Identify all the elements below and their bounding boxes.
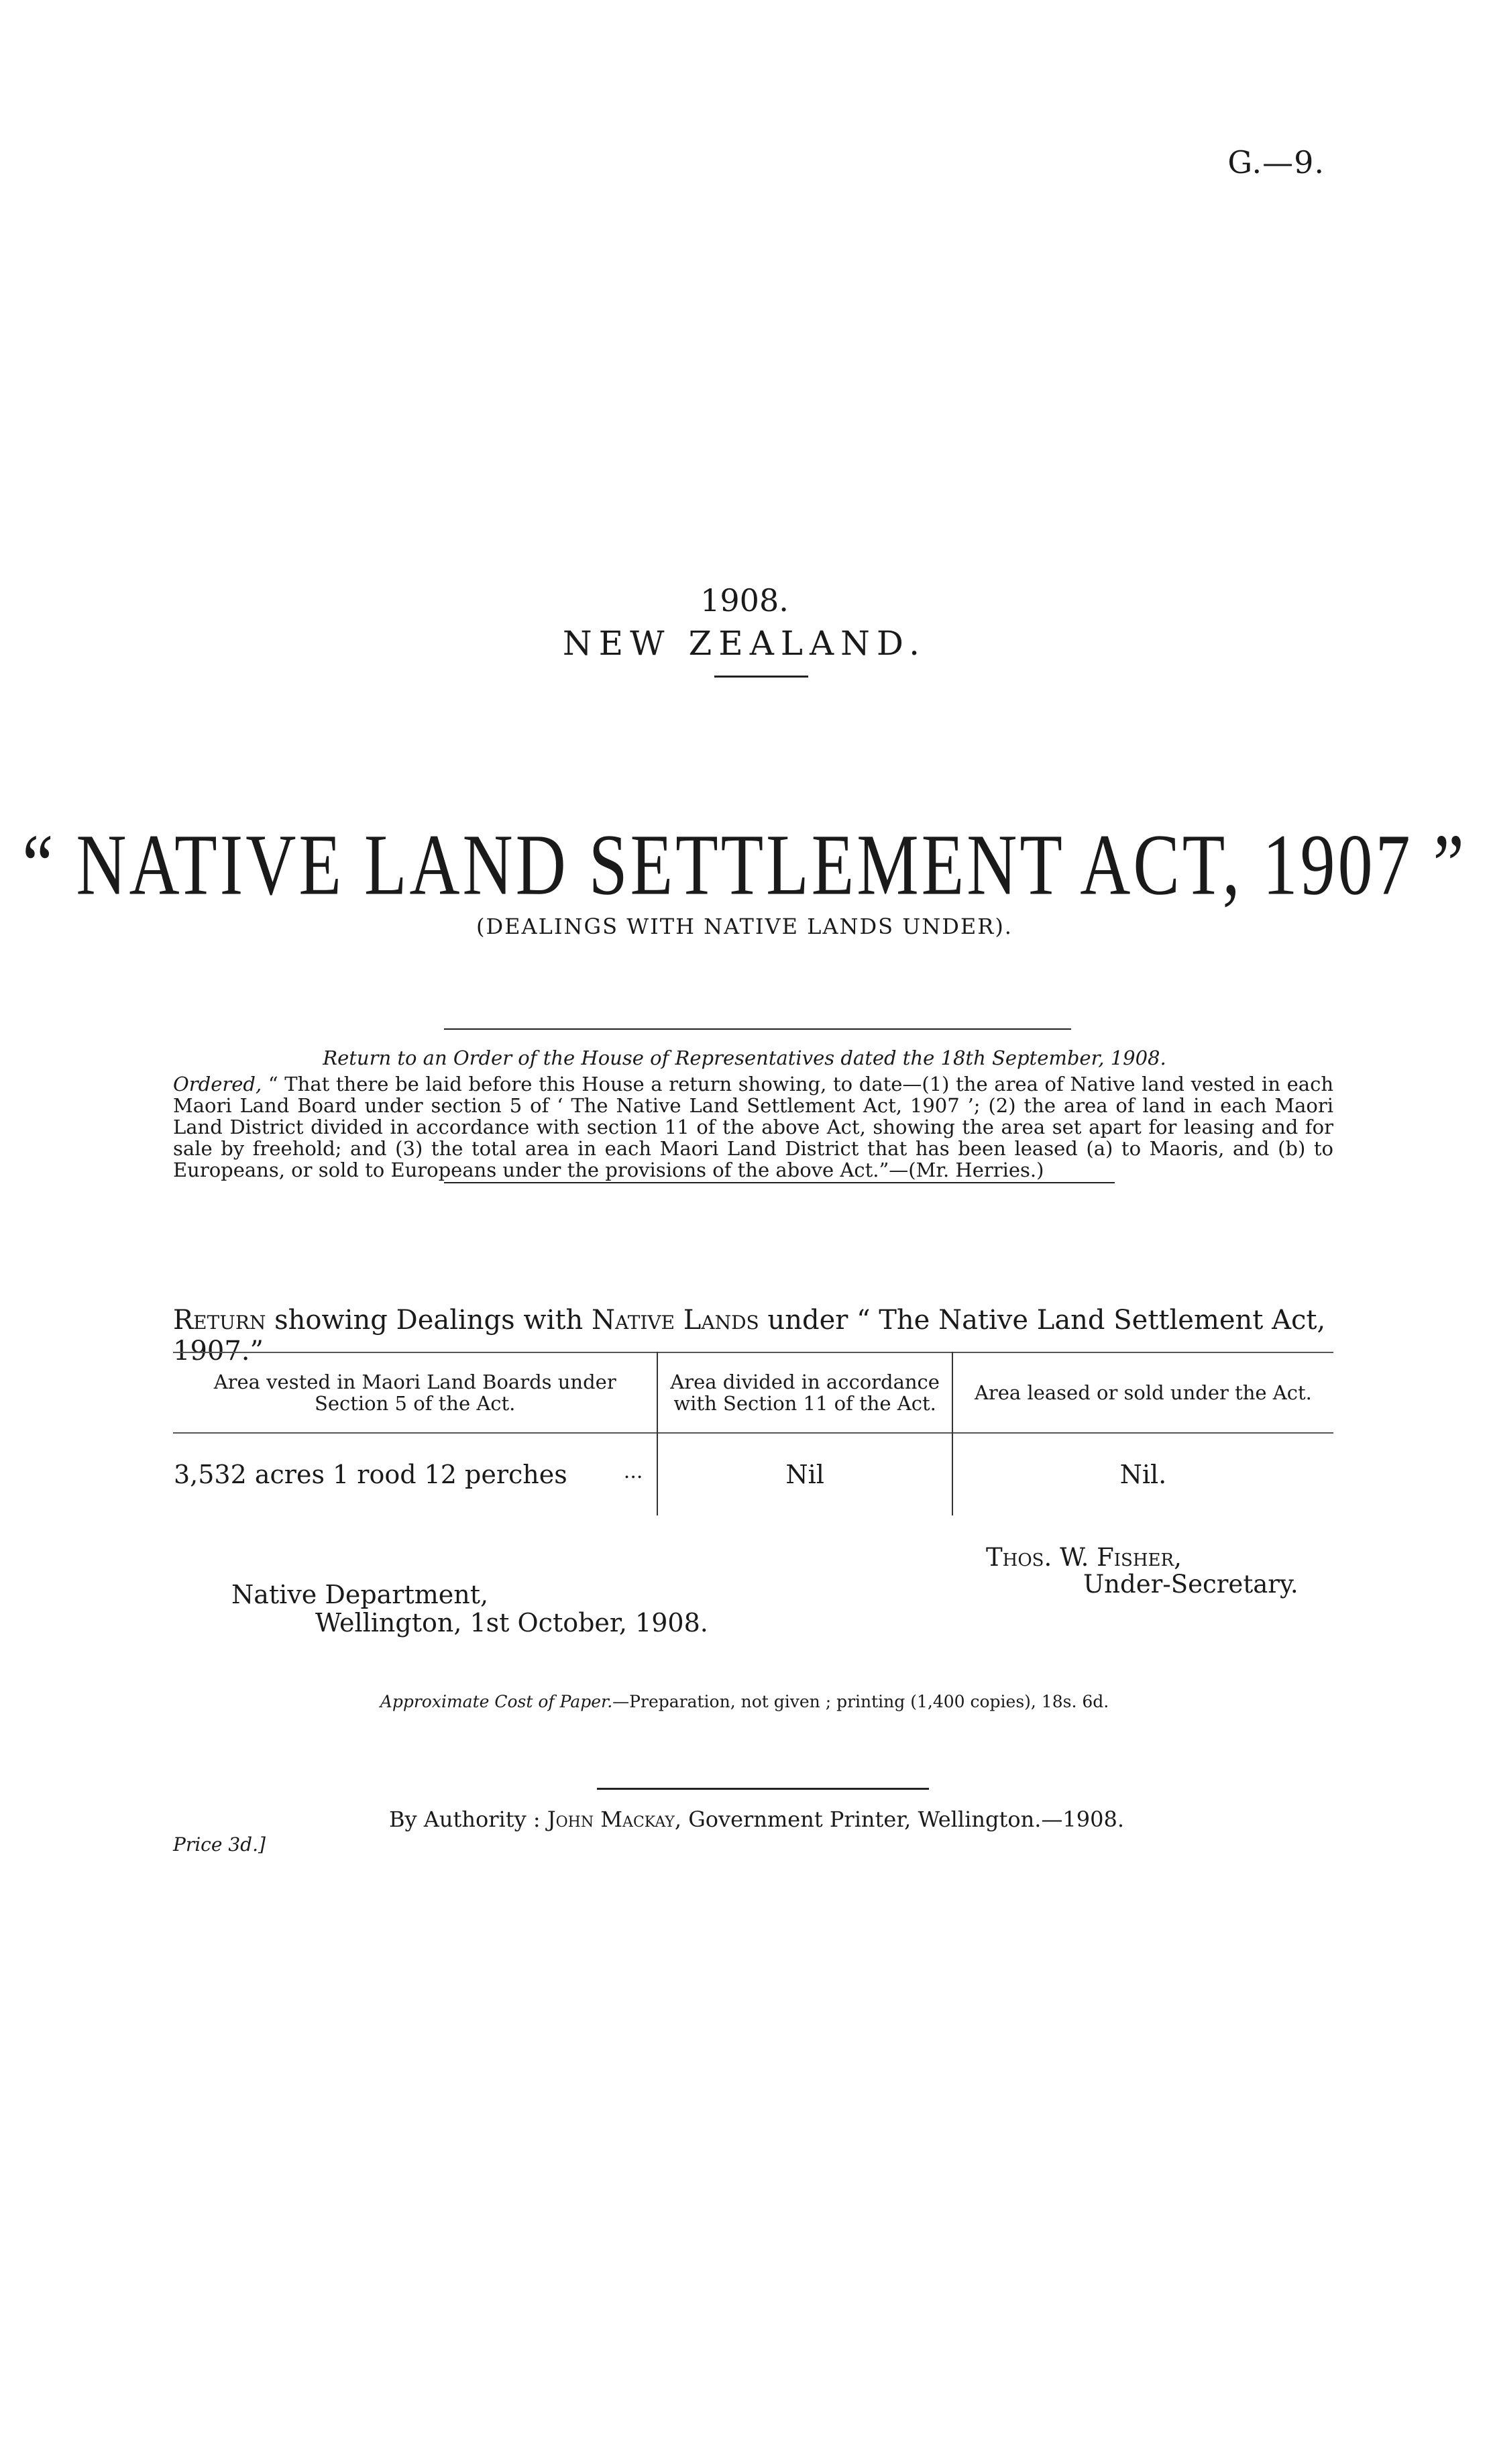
cell-leader-dots: ... bbox=[623, 1460, 643, 1483]
table-title-native-lands: Native Lands bbox=[592, 1305, 759, 1336]
document-year: 1908. bbox=[700, 582, 789, 619]
heading-rule bbox=[714, 676, 808, 678]
cell-area-vested bbox=[173, 1433, 657, 1515]
price-note: Price 3d.] bbox=[173, 1833, 266, 1856]
signer-title: Under-Secretary. bbox=[1083, 1570, 1299, 1599]
act-subtitle: (DEALINGS WITH NATIVE LANDS UNDER). bbox=[476, 914, 1013, 939]
printer-line bbox=[389, 1807, 1124, 1832]
ordered-text: “ That there be laid before this House a return showing, to date—(1) the area of Native land vested in each Maori Land Board under section 5 of ‘ The Native Land Settlement Act, 1907 ’; (2) the area of land in each Maori Land District divided in accordance with section 11 of the above Act, showing the area set apart for leasing and for sale by freehold; and (3) the total area in each Maori Land District that has been leased (a) to Maoris, and (b) to Europeans, or sold to Europeans under the provisions of the above Act.”—(Mr. Herries.) bbox=[173, 1073, 1334, 1181]
cost-note bbox=[0, 1692, 1489, 1711]
ordered-paragraph bbox=[173, 1073, 1333, 1181]
table-title-under: under “ The Native Land Settlement Act, 1907.” bbox=[173, 1305, 1326, 1367]
header-area-vested: Area vested in Maori Land Boards under Section 5 of the Act. bbox=[213, 1371, 616, 1415]
department-place-date: Wellington, 1st October, 1908. bbox=[315, 1608, 708, 1638]
header-area-divided: Area divided in accordance with Section 11 of the Act. bbox=[657, 1352, 952, 1433]
cell-area-vested-value: 3,532 acres 1 rood 12 perches bbox=[174, 1460, 567, 1489]
printer-name: John Mackay bbox=[547, 1807, 675, 1832]
table-title-return: Return bbox=[173, 1305, 266, 1336]
table-title-showing: showing Dealings with bbox=[266, 1305, 592, 1336]
ordered-lead: Ordered, bbox=[173, 1073, 262, 1095]
table-header-row bbox=[173, 1352, 1333, 1433]
signer-name: Thos. W. Fisher, bbox=[986, 1543, 1182, 1572]
return-top-rule bbox=[444, 1028, 1071, 1030]
cost-text: —Preparation, not given ; printing (1,400 copies), 18s. 6d. bbox=[612, 1692, 1109, 1711]
printer-rule bbox=[597, 1788, 929, 1790]
printer-suffix: , Government Printer, Wellington.—1908. bbox=[674, 1807, 1124, 1832]
page-reference: G.—9. bbox=[1227, 144, 1325, 180]
cell-area-divided: Nil bbox=[657, 1433, 952, 1515]
dealings-table bbox=[173, 1352, 1333, 1515]
cell-area-leased: Nil. bbox=[1119, 1460, 1167, 1489]
act-title: “ NATIVE LAND SETTLEMENT ACT, 1907 ” bbox=[22, 816, 1467, 914]
return-heading: Return to an Order of the House of Representatives dated the 18th September, 1908. bbox=[323, 1047, 1166, 1069]
return-bottom-rule bbox=[444, 1182, 1115, 1183]
department-name: Native Department, bbox=[231, 1580, 489, 1609]
table-row bbox=[173, 1433, 1333, 1515]
cost-label: Approximate Cost of Paper. bbox=[380, 1692, 613, 1711]
country-heading: NEW ZEALAND. bbox=[562, 624, 927, 663]
header-area-leased: Area leased or sold under the Act. bbox=[974, 1381, 1312, 1404]
printer-prefix: By Authority : bbox=[389, 1807, 547, 1832]
